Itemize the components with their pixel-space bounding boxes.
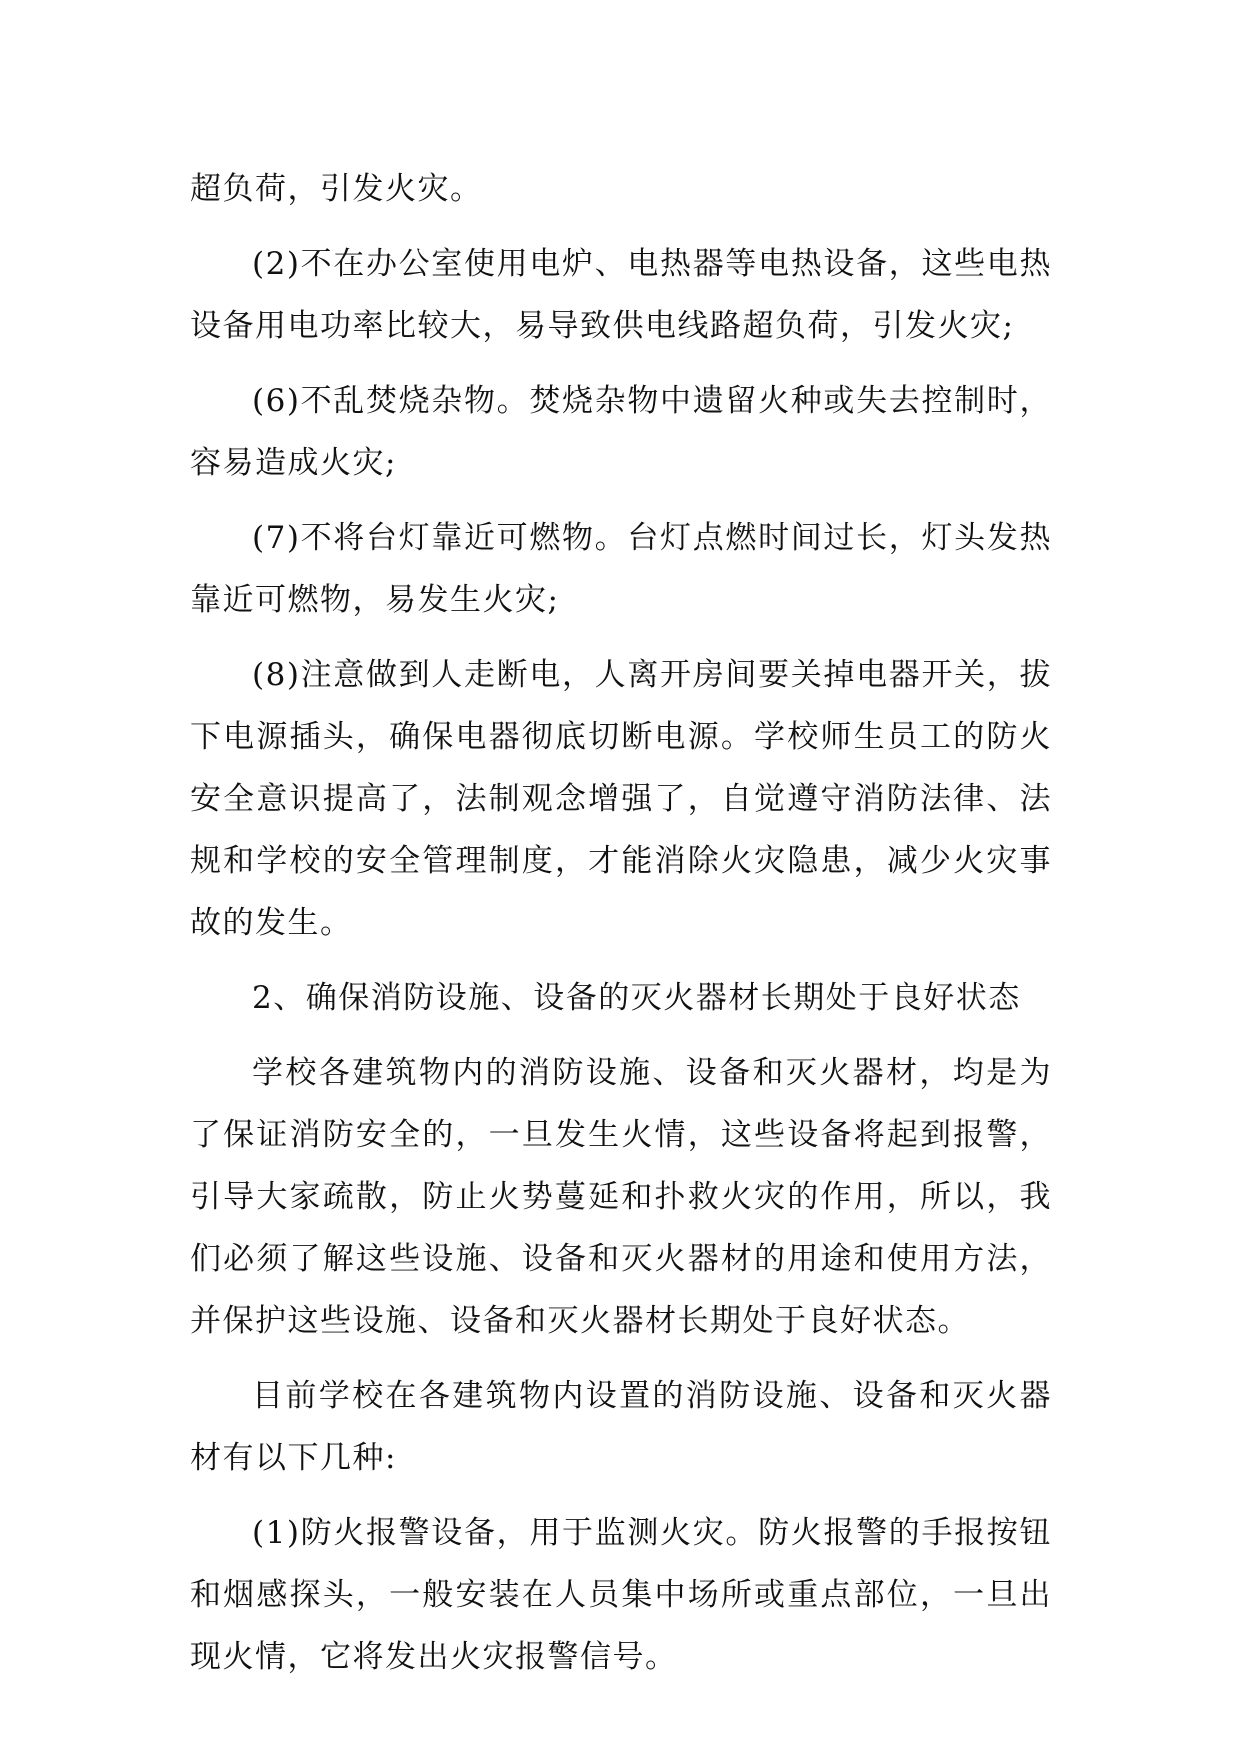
section-heading: 2、确保消防设施、设备的灭火器材长期处于良好状态 (252, 980, 1021, 1016)
paragraph-5: (8)注意做到人走断电，人离开房间要关掉电器开关，拔下电源插头，确保电器彻底切断电源。学校师生员工的防火安全意识提高了，法制观念增强了，自觉遵守消防法律、法规和学校的安全管理制度，才能消除火灾隐患，减少火灾事故的发生。 (190, 657, 1052, 941)
paragraph-2: (2)不在办公室使用电炉、电热器等电热设备，这些电热设备用电功率比较大，易导致供电线路超负荷，引发火灾; (190, 246, 1052, 344)
paragraph-6: 学校各建筑物内的消防设施、设备和灭火器材，均是为了保证消防安全的，一旦发生火情，这些设备将起到报警，引导大家疏散，防止火势蔓延和扑救火灾的作用，所以，我们必须了解这些设施、设备和灭火器材的用途和使用方法，并保护这些设施、设备和灭火器材长期处于良好状态。 (190, 1055, 1052, 1339)
paragraph-7: 目前学校在各建筑物内设置的消防设施、设备和灭火器材有以下几种: (190, 1378, 1052, 1476)
paragraph-1: 超负荷，引发火灾。 (190, 171, 483, 207)
paragraph-4: (7)不将台灯靠近可燃物。台灯点燃时间过长，灯头发热靠近可燃物，易发生火灾; (190, 520, 1052, 618)
paragraph-8: (1)防火报警设备，用于监测火灾。防火报警的手报按钮和烟感探头，一般安装在人员集中场所或重点部位，一旦出现火情，它将发出火灾报警信号。 (190, 1515, 1052, 1675)
document-body (190, 158, 1052, 1701)
paragraph-3: (6)不乱焚烧杂物。焚烧杂物中遗留火种或失去控制时，容易造成火灾; (190, 383, 1052, 481)
